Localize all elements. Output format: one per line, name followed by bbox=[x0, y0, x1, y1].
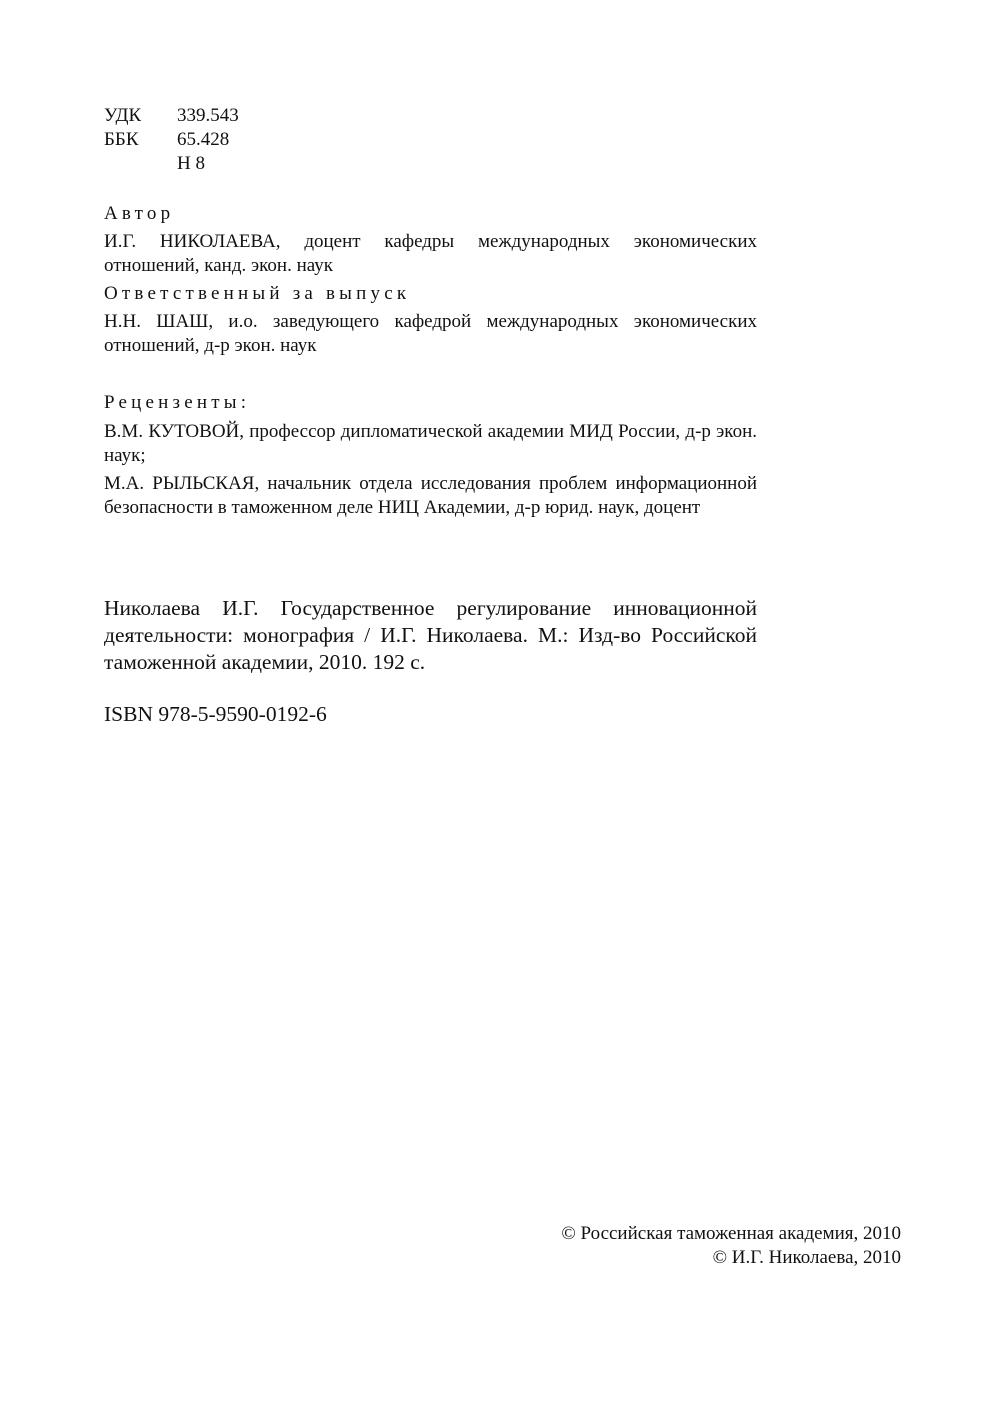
udc-value: 339.543 bbox=[177, 105, 239, 126]
reviewers-section bbox=[104, 391, 757, 520]
bbk-value: 65.428 bbox=[177, 129, 230, 150]
author-text: И.Г. НИКОЛАЕВА, доцент кафедры международных экономических отношений, канд. экон. наук bbox=[104, 231, 757, 276]
author-mark-label bbox=[104, 152, 177, 176]
author-heading: Автор bbox=[104, 203, 175, 224]
reviewer-item: В.М. КУТОВОЙ, профессор дипломатической академии МИД России, д-р экон. наук; bbox=[104, 421, 757, 466]
bibliographic-entry: Николаева И.Г. Государственное регулирование инновационной деятельности: монография / И.Г. Николаева. М.: Изд-во Российской таможенной академии, 2010. 192 с. bbox=[104, 596, 757, 674]
responsible-text: Н.Н. ШАШ, и.о. заведующего кафедрой международных экономических отношений, д-р экон. наук bbox=[104, 311, 757, 356]
responsible-heading: Ответственный за выпуск bbox=[104, 283, 411, 304]
reviewers-heading: Рецензенты: bbox=[104, 392, 251, 413]
bbk-row bbox=[104, 128, 239, 152]
responsible-section bbox=[104, 282, 757, 358]
bbk-label: ББК bbox=[104, 129, 139, 150]
copyright-block bbox=[561, 1222, 901, 1270]
isbn: ISBN 978-5-9590-0192-6 bbox=[104, 702, 327, 726]
copyright-line: © Российская таможенная академия, 2010 bbox=[561, 1223, 901, 1244]
udc-row bbox=[104, 104, 239, 128]
classification-block bbox=[104, 104, 239, 176]
author-mark-value: Н 8 bbox=[177, 153, 205, 174]
udc-label: УДК bbox=[104, 105, 142, 126]
reviewer-item: М.А. РЫЛЬСКАЯ, начальник отдела исследования проблем информационной безопасности в таможенном деле НИЦ Академии, д-р юрид. наук, доцент bbox=[104, 473, 757, 518]
copyright-line: © И.Г. Николаева, 2010 bbox=[712, 1247, 901, 1268]
author-section bbox=[104, 202, 757, 278]
author-mark-row bbox=[104, 152, 239, 176]
